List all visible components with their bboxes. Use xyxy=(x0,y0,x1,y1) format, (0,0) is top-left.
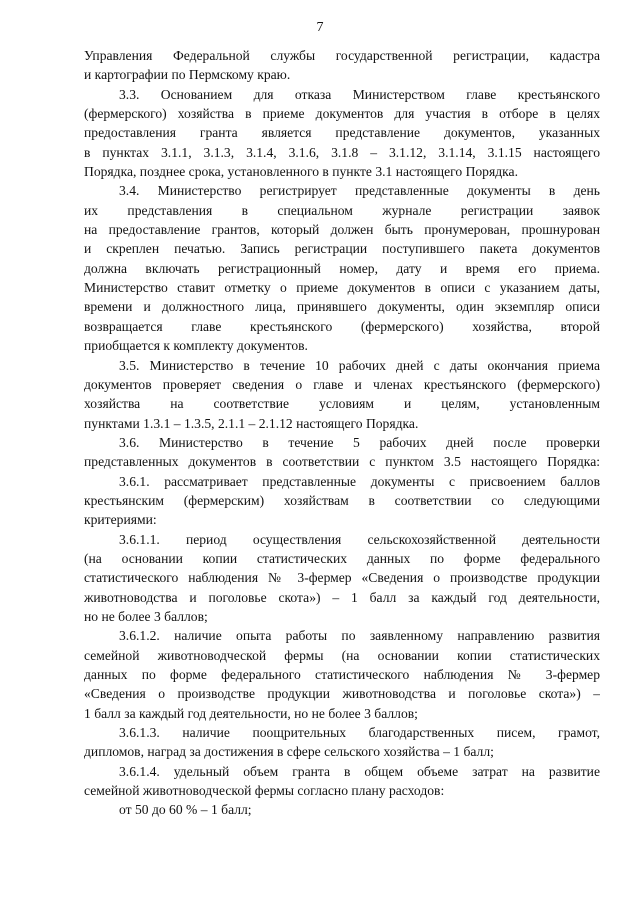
document-text-line: представленных документов в соответствии с пунктом 3.5 настоящего Порядка: xyxy=(84,454,600,470)
document-text-line: животноводства и поголовье скота») – 1 балл за каждый год деятельности, xyxy=(84,589,600,605)
document-text-line: 1 балл за каждый год деятельности, но не более 3 баллов; xyxy=(84,705,418,721)
document-text-line: 3.6.1. рассматривает представленные документы с присвоением баллов xyxy=(119,473,600,489)
document-text-line: дипломов, наград за достижения в сфере сельского хозяйства – 1 балл; xyxy=(84,744,494,760)
document-text-line: приобщается к комплекту документов. xyxy=(84,338,308,354)
document-text-line: должна включать регистрационный номер, дату и время его приема. xyxy=(84,260,600,276)
document-text-line: 3.6.1.2. наличие опыта работы по заявленному направлению развития xyxy=(119,628,600,644)
document-text-line: в пунктах 3.1.1, 3.1.3, 3.1.4, 3.1.6, 3.1.8 – 3.1.12, 3.1.14, 3.1.15 настоящего xyxy=(84,144,600,160)
document-text-line: 3.6.1.1. период осуществления сельскохозяйственной деятельности xyxy=(119,531,600,547)
document-text-line: и картографии по Пермскому краю. xyxy=(84,67,291,83)
document-text-line: статистического наблюдения № 3-фермер «Сведения о производстве продукции xyxy=(84,570,600,586)
page-number: 7 xyxy=(316,20,324,35)
document-text-line: времени и должностного лица, принявшего документы, один экземпляр описи xyxy=(84,299,600,315)
document-text-line: (фермерского) хозяйства в приеме документов для участия в отборе в целях xyxy=(84,106,600,122)
document-text-line: Министерство ставит отметку о приеме документов в описи с указанием даты, xyxy=(84,280,600,296)
document-text-line: предоставления гранта является представление документов, указанных xyxy=(84,125,600,141)
document-text-line: семейной животноводческой фермы (на основании копии статистических xyxy=(84,647,600,663)
document-text-line: 3.6.1.3. наличие поощрительных благодарственных писем, грамот, xyxy=(119,725,600,741)
document-text-line: хозяйства на соответствие условиям и целям, установленным xyxy=(84,396,600,412)
document-body xyxy=(84,46,600,820)
document-text-line: но не более 3 баллов; xyxy=(84,608,208,624)
document-text-line: возвращается главе крестьянского (фермерского) хозяйства, второй xyxy=(84,318,600,334)
document-text-line: (на основании копии статистических данных по форме федерального xyxy=(84,550,600,566)
document-text-line: от 50 до 60 % – 1 балл; xyxy=(119,802,252,818)
document-text-line: «Сведения о производстве продукции животноводства и поголовье скота») – xyxy=(84,686,600,702)
document-text-line: Управления Федеральной службы государственной регистрации, кадастра xyxy=(84,48,600,63)
document-text-line: крестьянским (фермерским) хозяйствам в соответствии со следующими xyxy=(84,492,600,508)
document-text-line: и скреплен печатью. Запись регистрации поступившего пакета документов xyxy=(84,241,600,257)
document-text-line: Порядка, позднее срока, установленного в пункте 3.1 настоящего Порядка. xyxy=(84,164,518,180)
document-text-line: 3.6. Министерство в течение 5 рабочих дней после проверки xyxy=(119,434,600,450)
document-text-line: их представления в специальном журнале регистрации заявок xyxy=(84,202,600,218)
document-text-line: критериями: xyxy=(84,512,157,528)
document-text-line: семейной животноводческой фермы согласно плану расходов: xyxy=(84,783,445,799)
document-text-line: документов проверяет сведения о главе и членах крестьянского (фермерского) xyxy=(84,376,600,392)
document-text-line: 3.4. Министерство регистрирует представленные документы в день xyxy=(119,183,600,199)
document-text-line: данных по форме федерального статистического наблюдения № 3-фермер xyxy=(84,667,600,682)
document-text-line: на предоставление грантов, который должен быть пронумерован, прошнурован xyxy=(84,222,600,238)
document-text-line: 3.3. Основанием для отказа Министерством главе крестьянского xyxy=(119,86,600,102)
document-text-line: 3.5. Министерство в течение 10 рабочих дней с даты окончания приема xyxy=(119,357,600,373)
document-text-line: пунктами 1.3.1 – 1.3.5, 2.1.1 – 2.1.12 настоящего Порядка. xyxy=(84,415,419,431)
document-text-line: 3.6.1.4. удельный объем гранта в общем объеме затрат на развитие xyxy=(119,763,600,779)
